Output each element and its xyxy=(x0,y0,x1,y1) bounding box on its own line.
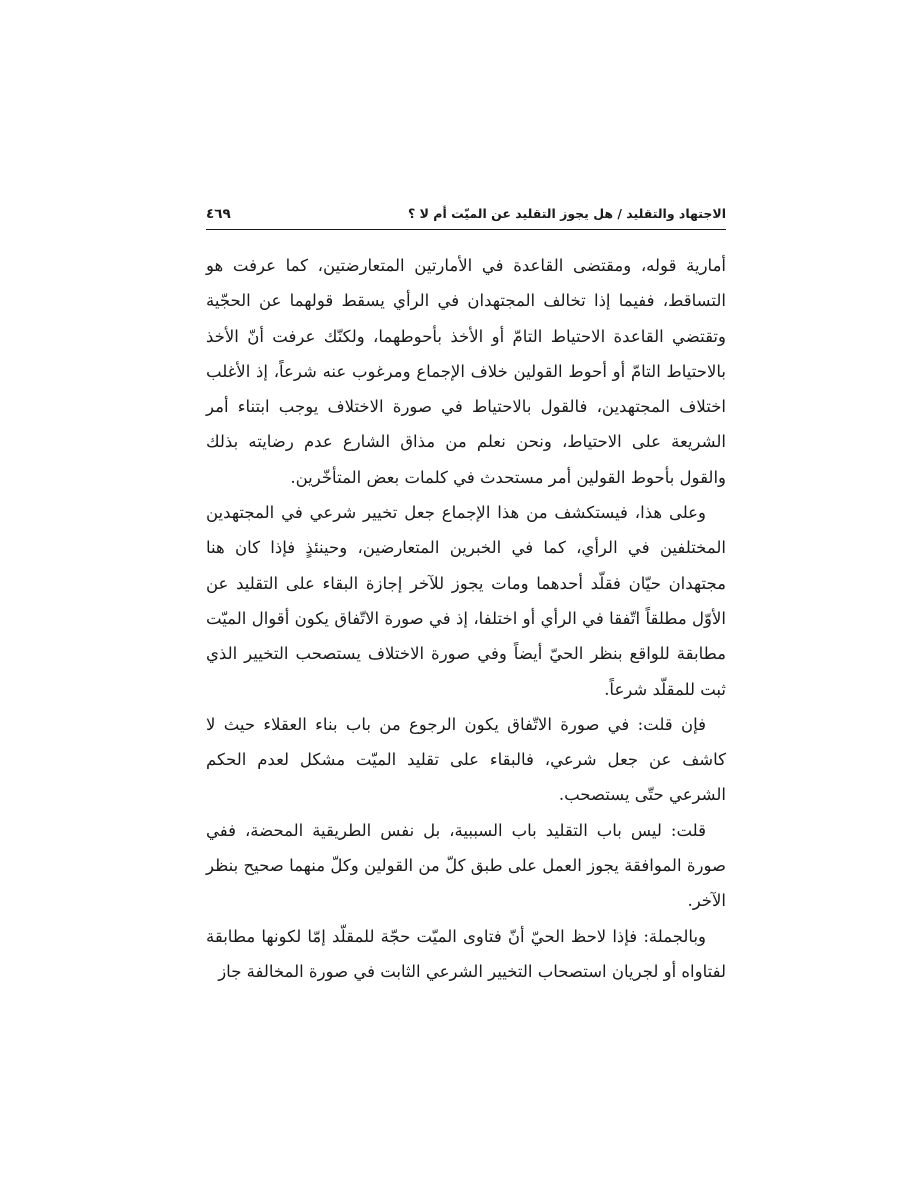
paragraph: وعلى هذا، فيستكشف من هذا الإجماع جعل تخيير شرعي في المجتهدين المختلفين في الرأي، كما في الخبرين المتعارضين، وحينئذٍ فإذا كان هنا مجتهدان حيّان فقلّد أحدهما ومات يجوز للآخر إجازة البقاء على التقليد عن الأوّل مطلقاً اتّفقا في الرأي أو اختلفا، إذ في صورة الاتّفاق يكون أقوال الميّت مطابقة للواقع بنظر الحيّ أيضاً وفي صورة الاختلاف يستصحب التخيير الذي ثبت للمقلّد شرعاً. xyxy=(206,503,726,699)
running-header xyxy=(206,206,726,230)
paragraph: وبالجملة: فإذا لاحظ الحيّ أنّ فتاوى الميّت حجّة للمقلّد إمّا لكونها مطابقة لفتاواه أو لجريان استصحاب التخيير الشرعي الثابت في صورة المخالفة جاز xyxy=(206,926,726,981)
page-number: ٤٦٩ xyxy=(206,206,231,222)
paragraph: فإن قلت: في صورة الاتّفاق يكون الرجوع من باب بناء العقلاء حيث لا كاشف عن جعل شرعي، فالبقاء على تقليد الميّت مشكل لعدم الحكم الشرعي حتّى يستصحب. xyxy=(206,714,726,805)
body-text xyxy=(206,248,726,989)
paragraph: أمارية قوله، ومقتضى القاعدة في الأمارتين المتعارضتين، كما عرفت هو التساقط، ففيما إذا تخالف المجتهدان في الرأي يسقط قولهما عن الحجّية وتقتضي القاعدة الاحتياط التامّ أو الأخذ بأحوطهما، ولكنّك عرفت أنّ الأخذ بالاحتياط التامّ أو أحوط القولين خلاف الإجماع ومرغوب عنه شرعاً، إذ الأغلب اختلاف المجتهدين، فالقول بالاحتياط في صورة الاختلاف يوجب ابتناء أمر الشريعة على الاحتياط، ونحن نعلم من مذاق الشارع عدم رضايته بذلك والقول بأحوط القولين أمر مستحدث في كلمات بعض المتأخّرين. xyxy=(206,256,726,487)
paragraph: قلت: ليس باب التقليد باب السببية، بل نفس الطريقية المحضة، ففي صورة الموافقة يجوز العمل على طبق كلّ من القولين وكلّ منهما صحيح بنظر الآخر. xyxy=(206,820,726,911)
running-title: الاجتهاد والتقليد / هل يجوز التقليد عن الميّت أم لا ؟ xyxy=(408,206,726,221)
book-page xyxy=(206,206,726,989)
